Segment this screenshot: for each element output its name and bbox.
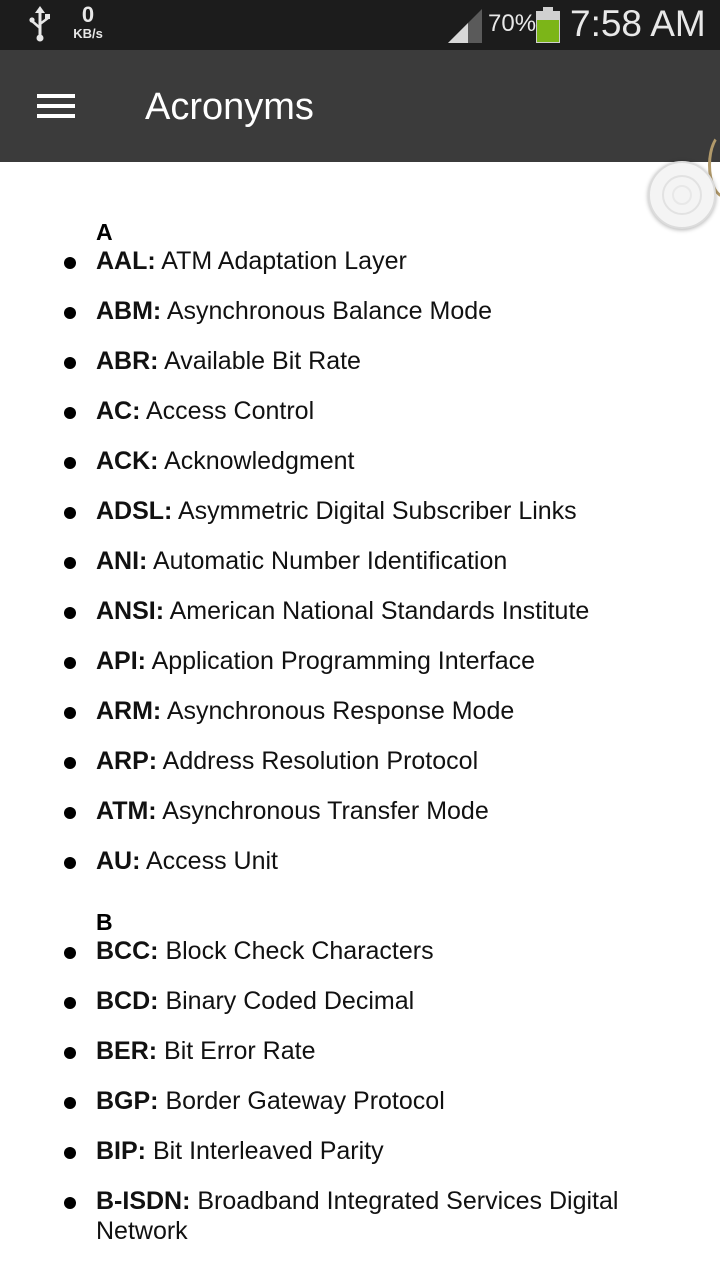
network-speed-unit: KB/s (73, 26, 103, 41)
list-item (0, 796, 720, 826)
acronym-abbr: ARP: (96, 747, 158, 775)
acronym-meaning: Binary Coded Decimal (158, 987, 415, 1015)
acronym-meaning: Asymmetric Digital Subscriber Links (172, 497, 577, 525)
acronym-abbr: BIP: (96, 1137, 146, 1165)
acronym-meaning: Block Check Characters (158, 937, 434, 965)
acronym-meaning: ATM Adaptation Layer (155, 247, 407, 275)
list-item (0, 1136, 720, 1166)
acronym-list (0, 936, 720, 1246)
acronym-abbr: ABR: (96, 347, 159, 375)
network-speed (68, 4, 108, 40)
acronym-abbr: AU: (96, 847, 141, 875)
list-item (0, 1036, 720, 1066)
acronym-abbr: ATM: (96, 797, 157, 825)
list-item (0, 646, 720, 676)
acronym-meaning: Access Control (140, 397, 315, 425)
app-bar (0, 50, 720, 162)
acronym-abbr: BER: (96, 1037, 158, 1065)
section-heading: B (96, 909, 113, 935)
acronym-abbr: BCC: (96, 937, 159, 965)
list-item (0, 986, 720, 1016)
acronym-meaning: Available Bit Rate (158, 347, 361, 375)
usb-icon (28, 6, 52, 42)
acronym-abbr: API: (96, 647, 146, 675)
status-bar (0, 0, 720, 50)
list-item (0, 696, 720, 726)
page-title: Acronyms (145, 86, 314, 128)
section-heading: A (96, 219, 113, 245)
acronym-abbr: AC: (96, 397, 141, 425)
acronym-abbr: ABM: (96, 297, 162, 325)
acronym-content[interactable] (0, 162, 720, 1280)
battery-icon (536, 7, 560, 43)
list-item (0, 346, 720, 376)
acronym-meaning: Application Programming Interface (146, 647, 536, 675)
list-item (0, 596, 720, 626)
acronym-meaning: Border Gateway Protocol (158, 1087, 445, 1115)
acronym-abbr: ARM: (96, 697, 162, 725)
network-speed-value: 0 (81, 2, 95, 27)
section-a (0, 218, 720, 876)
acronym-meaning: Address Resolution Protocol (157, 747, 479, 775)
list-item (0, 936, 720, 966)
acronym-meaning: Bit Error Rate (157, 1037, 316, 1065)
list-item (0, 846, 720, 876)
acronym-meaning: Automatic Number Identification (147, 547, 508, 575)
acronym-meaning: Access Unit (140, 847, 278, 875)
list-item (0, 1086, 720, 1116)
list-item (0, 246, 720, 276)
acronym-abbr: ADSL: (96, 497, 173, 525)
acronym-meaning: Broadband Integrated Services Digital Network (96, 1187, 619, 1245)
acronym-meaning: Asynchronous Response Mode (161, 697, 515, 725)
acronym-meaning: Bit Interleaved Parity (146, 1137, 384, 1165)
acronym-list (0, 246, 720, 876)
acronym-abbr: B-ISDN: (96, 1187, 191, 1215)
acronym-meaning: Asynchronous Transfer Mode (156, 797, 489, 825)
list-item (0, 446, 720, 476)
acronym-abbr: BCD: (96, 987, 159, 1015)
acronym-abbr: ACK: (96, 447, 159, 475)
hamburger-menu-icon[interactable] (26, 84, 86, 128)
section-b (0, 908, 720, 1246)
list-item (0, 546, 720, 576)
battery-percent: 70% (488, 10, 537, 37)
list-item (0, 396, 720, 426)
acronym-meaning: Acknowledgment (158, 447, 355, 475)
acronym-abbr: ANI: (96, 547, 148, 575)
acronym-abbr: AAL: (96, 247, 156, 275)
list-item (0, 496, 720, 526)
acronym-meaning: Asynchronous Balance Mode (161, 297, 493, 325)
acronym-abbr: ANSI: (96, 597, 165, 625)
acronym-abbr: BGP: (96, 1087, 159, 1115)
signal-icon (448, 9, 482, 43)
list-item (0, 746, 720, 776)
floating-action-button[interactable] (648, 161, 716, 229)
list-item (0, 1186, 720, 1246)
clock: 7:58 AM (570, 3, 706, 44)
list-item (0, 296, 720, 326)
acronym-meaning: American National Standards Institute (164, 597, 590, 625)
